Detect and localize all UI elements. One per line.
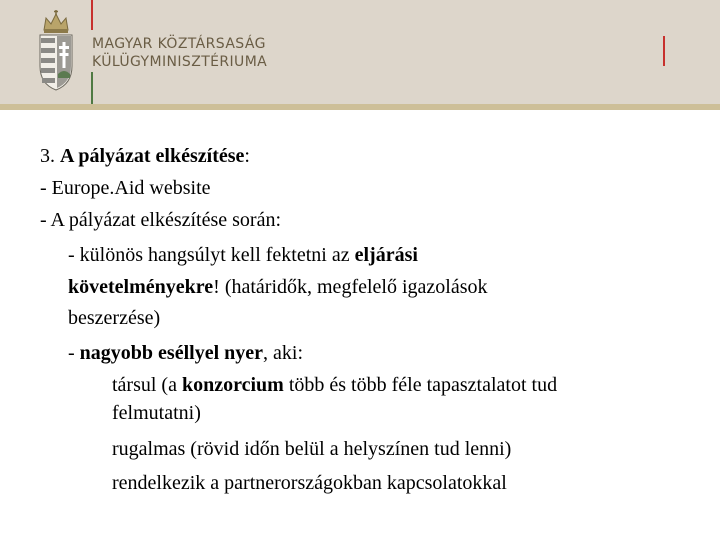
criterion-consortium: [112, 373, 557, 397]
bullet-preparation: - A pályázat elkészítése során:: [40, 209, 282, 231]
sub-bullet-procedural-end: beszerzése): [68, 307, 161, 329]
section-heading: [40, 144, 250, 168]
bullet-europeaid: - Europe.Aid website: [40, 177, 211, 199]
sub-bullet-procedural-cont: [68, 275, 488, 299]
text-segment: több és több féle tapasztalatot tud: [283, 374, 558, 396]
org-name-line-2: KÜLÜGYMINISZTÉRIUMA: [92, 54, 268, 70]
sub-bullet-winner: [68, 341, 303, 365]
text-segment: ! (határidők, megfelelő igazolások: [213, 276, 488, 298]
section-colon: :: [244, 145, 250, 167]
section-title: A pályázat elkészítése: [60, 145, 245, 167]
emphasis-text: nagyobb eséllyel nyer: [79, 342, 264, 364]
text-segment: társul (a: [112, 374, 182, 396]
text-segment: - különös hangsúlyt kell fektetni az: [68, 244, 355, 266]
emphasis-text: követelményekre: [68, 276, 214, 298]
org-name-line-1: MAGYAR KÖZTÁRSASÁG: [92, 36, 266, 52]
sub-bullet-procedural: [68, 243, 418, 267]
criterion-consortium-cont: felmutatni): [112, 402, 201, 424]
emphasis-text: eljárási: [354, 244, 418, 266]
text-segment: , aki:: [263, 342, 304, 364]
emphasis-text: konzorcium: [181, 374, 284, 396]
section-number: 3.: [40, 145, 60, 167]
criterion-partners: rendelkezik a partnerországokban kapcsolatokkal: [112, 472, 507, 494]
text-segment: -: [68, 342, 80, 364]
criterion-flexible: rugalmas (rövid időn belül a helyszínen tud lenni): [112, 438, 512, 460]
